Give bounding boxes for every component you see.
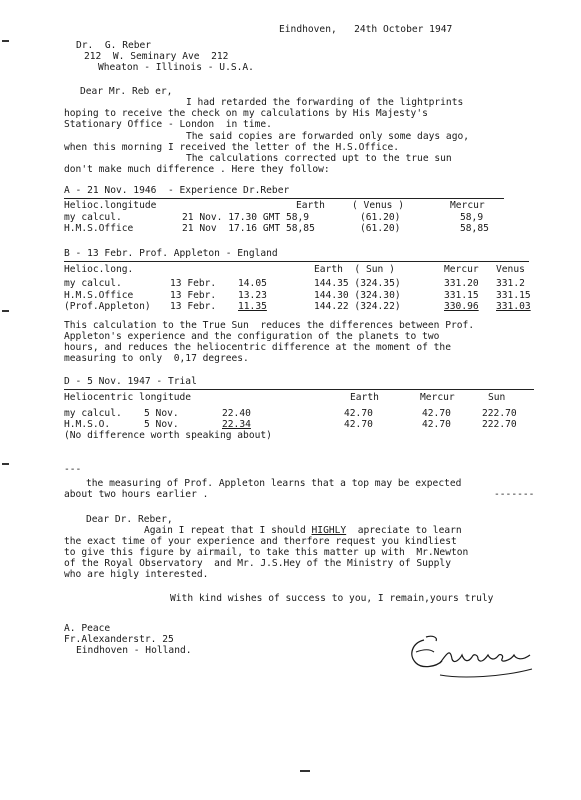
table-cell: 222.70 bbox=[482, 408, 517, 419]
section-d-title: D - 5 Nov. 1947 - Trial bbox=[64, 376, 197, 387]
section-a-title: A - 21 Nov. 1946 - Experience Dr.Reber bbox=[64, 185, 290, 196]
section-a-header: Mercur bbox=[450, 200, 485, 211]
b-note-line: measuring to only 0,17 degrees. bbox=[64, 353, 249, 364]
table-cell: 144.30 (324.30) bbox=[314, 290, 401, 301]
hole-punch-mark bbox=[2, 310, 9, 312]
table-cell: 14.05 bbox=[238, 278, 267, 289]
table-cell: 21 Nov. 17.30 GMT 58,9 bbox=[182, 212, 310, 223]
table-cell: 58,85 bbox=[460, 223, 489, 234]
second-line: the exact time of your experience and therfore request you kindliest bbox=[64, 536, 457, 547]
intro-line: The calculations corrected upt to the true sun bbox=[186, 153, 452, 164]
postscript-dashes: ------- bbox=[494, 489, 535, 500]
table-cell: 13.23 bbox=[238, 290, 267, 301]
hole-punch-mark bbox=[300, 770, 310, 772]
table-row-label: my calcul. bbox=[64, 278, 122, 289]
second-salutation: Dear Dr. Reber, bbox=[86, 514, 173, 525]
second-line: Again I repeat that I should HIGHLY apreciate to learn bbox=[144, 525, 462, 536]
section-a-header: Earth bbox=[296, 200, 325, 211]
section-b-rule bbox=[64, 261, 529, 262]
table-cell: 330.96 bbox=[444, 301, 479, 312]
table-cell: 144.22 (324.22) bbox=[314, 301, 401, 312]
postscript-line: about two hours earlier . bbox=[64, 489, 209, 500]
table-row-label: (Prof.Appleton) bbox=[64, 301, 151, 312]
sender-city: Eindhoven - Holland. bbox=[76, 645, 192, 656]
table-cell: 144.35 (324.35) bbox=[314, 278, 401, 289]
addressee-name: Dr. G. Reber bbox=[76, 40, 152, 51]
table-cell: 42.70 bbox=[422, 419, 451, 430]
table-cell: (61.20) bbox=[360, 212, 401, 223]
intro-line: hoping to receive the check on my calculations by His Majesty's bbox=[64, 108, 428, 119]
table-cell: 331.15 bbox=[496, 290, 531, 301]
table-cell: 222.70 bbox=[482, 419, 517, 430]
table-row-label: H.M.S.Office bbox=[64, 223, 134, 234]
hole-punch-mark bbox=[2, 40, 9, 42]
addressee-street: 212 W. Seminary Ave 212 bbox=[84, 51, 229, 62]
section-b-header: Venus bbox=[496, 264, 525, 275]
b-note-line: This calculation to the True Sun reduces the differences between Prof. bbox=[64, 320, 475, 331]
section-b-header: Earth ( Sun ) bbox=[314, 264, 395, 275]
table-cell: 331.15 bbox=[444, 290, 479, 301]
salutation: Dear Mr. Reb er, bbox=[80, 86, 173, 97]
intro-line: The said copies are forwarded only some days ago, bbox=[186, 131, 470, 142]
table-cell: 13 Febr. bbox=[170, 290, 217, 301]
table-row-label: H.M.S.Office bbox=[64, 290, 134, 301]
hole-punch-mark bbox=[2, 463, 9, 465]
table-cell: 13 Febr. bbox=[170, 278, 217, 289]
table-cell: 22.34 bbox=[222, 419, 251, 430]
table-cell: 5 Nov. bbox=[144, 419, 179, 430]
table-cell: 5 Nov. bbox=[144, 408, 179, 419]
section-b-title: B - 13 Febr. Prof. Appleton - England bbox=[64, 248, 278, 259]
intro-line: I had retarded the forwarding of the lightprints bbox=[186, 97, 464, 108]
table-row-label: my calcul. bbox=[64, 212, 122, 223]
table-cell: 58,9 bbox=[460, 212, 484, 223]
postscript-mark: --- bbox=[64, 464, 82, 475]
section-b-header: Helioc.long. bbox=[64, 264, 134, 275]
sender-name: A. Peace bbox=[64, 623, 111, 634]
section-a-header: Helioc.longitude bbox=[64, 200, 157, 211]
intro-line: Stationary Office - London in time. bbox=[64, 119, 272, 130]
second-line: who are higly interested. bbox=[64, 569, 209, 580]
table-cell: 331.2 bbox=[496, 278, 525, 289]
handwritten-signature bbox=[402, 625, 552, 685]
section-d-note: (No difference worth speaking about) bbox=[64, 430, 272, 441]
table-cell: 22.40 bbox=[222, 408, 251, 419]
intro-line: when this morning I received the letter of the H.S.Office. bbox=[64, 142, 400, 153]
table-cell: 331.03 bbox=[496, 301, 531, 312]
table-row-label: H.M.S.O. bbox=[64, 419, 111, 430]
section-a-rule bbox=[64, 198, 504, 199]
addressee-city: Wheaton - Illinois - U.S.A. bbox=[98, 62, 254, 73]
table-cell: 42.70 bbox=[422, 408, 451, 419]
table-cell: 42.70 bbox=[344, 419, 373, 430]
intro-line: don't make much difference . Here they follow: bbox=[64, 164, 330, 175]
section-b-header: Mercur bbox=[444, 264, 479, 275]
b-note-line: Appleton's experience and the configuration of the planets to two bbox=[64, 331, 440, 342]
table-cell: 11.35 bbox=[238, 301, 267, 312]
place-date: Eindhoven, 24th October 1947 bbox=[279, 24, 453, 35]
section-d-header: Heliocentric longitude bbox=[64, 392, 192, 403]
b-note-line: hours, and reduces the heliocentric difference at the moment of the bbox=[64, 342, 451, 353]
closing: With kind wishes of success to you, I remain,yours truly bbox=[170, 593, 494, 604]
table-cell: 21 Nov 17.16 GMT 58,85 bbox=[182, 223, 315, 234]
postscript-line: the measuring of Prof. Appleton learns that a top may be expected bbox=[86, 478, 462, 489]
section-a-header: ( Venus ) bbox=[352, 200, 404, 211]
table-cell: 42.70 bbox=[344, 408, 373, 419]
section-d-header: Mercur bbox=[420, 392, 455, 403]
table-cell: 13 Febr. bbox=[170, 301, 217, 312]
table-cell: 331.20 bbox=[444, 278, 479, 289]
section-d-header: Sun bbox=[488, 392, 506, 403]
table-row-label: my calcul. bbox=[64, 408, 122, 419]
second-line: of the Royal Observatory and Mr. J.S.Hey of the Ministry of Supply bbox=[64, 558, 451, 569]
sender-street: Fr.Alexanderstr. 25 bbox=[64, 634, 174, 645]
second-line: to give this figure by airmail, to take this matter up with Mr.Newton bbox=[64, 547, 469, 558]
section-d-header: Earth bbox=[350, 392, 379, 403]
section-d-rule bbox=[64, 389, 534, 390]
table-cell: (61.20) bbox=[360, 223, 401, 234]
